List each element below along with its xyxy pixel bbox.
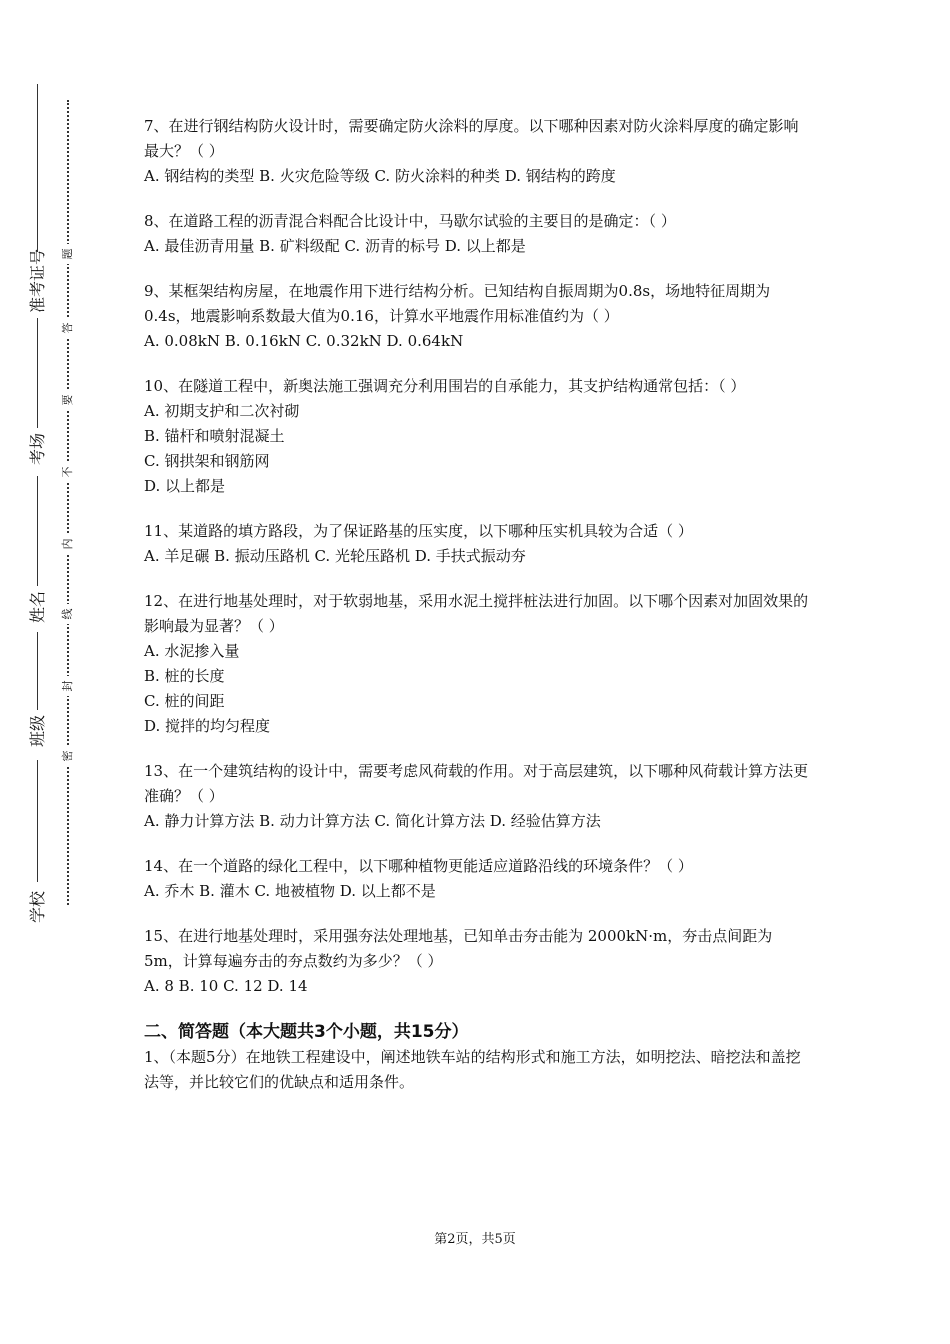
question-12 bbox=[144, 589, 812, 739]
option-d: D. 搅拌的均匀程度 bbox=[144, 717, 271, 735]
short-answer-question-1: 1、（本题5分）在地铁工程建设中，阐述地铁车站的结构形式和施工方法，如明挖法、暗挖法和盖挖法等，并比较它们的优缺点和适用条件。 bbox=[144, 1048, 801, 1091]
question-options: A. 钢结构的类型 B. 火灾危险等级 C. 防火涂料的种类 D. 钢结构的跨度 bbox=[144, 167, 616, 185]
label-school: 学校 bbox=[28, 891, 47, 924]
option-c: C. 桩的间距 bbox=[144, 692, 225, 710]
question-11 bbox=[144, 519, 812, 569]
option-d: D. 以上都是 bbox=[144, 477, 226, 495]
option-a: A. 初期支护和二次衬砌 bbox=[144, 402, 300, 420]
question-options: A. 最佳沥青用量 B. 矿料级配 C. 沥青的标号 D. 以上都是 bbox=[144, 237, 526, 255]
question-14 bbox=[144, 854, 812, 904]
seal-char: 答 bbox=[58, 318, 78, 338]
label-name: 姓名 bbox=[28, 591, 47, 624]
option-b: B. 桩的长度 bbox=[144, 667, 225, 685]
seal-char: 要 bbox=[58, 390, 78, 410]
seal-char: 线 bbox=[58, 604, 78, 624]
label-exam-number: 准考证号 bbox=[28, 248, 47, 313]
question-7 bbox=[144, 114, 812, 189]
question-options: A. 0.08kN B. 0.16kN C. 0.32kN D. 0.64kN bbox=[144, 332, 464, 350]
question-8 bbox=[144, 209, 812, 259]
label-class: 班级 bbox=[28, 715, 47, 748]
option-b: B. 锚杆和喷射混凝土 bbox=[144, 427, 285, 445]
label-exam-room: 考场 bbox=[28, 433, 47, 466]
seal-dotted-line bbox=[67, 100, 69, 905]
binding-margin bbox=[0, 0, 74, 1344]
binding-line bbox=[37, 476, 38, 586]
binding-line bbox=[37, 318, 38, 428]
question-text: 12、在进行地基处理时，对于软弱地基，采用水泥土搅拌桩法进行加固。以下哪个因素对加固效果的影响最为显著？（ ） bbox=[144, 592, 809, 635]
page-footer: 第2页，共5页 bbox=[434, 1232, 516, 1247]
question-15 bbox=[144, 924, 812, 999]
section-short-answer bbox=[144, 1019, 812, 1095]
question-options: A. 乔木 B. 灌木 C. 地被植物 D. 以上都不是 bbox=[144, 882, 436, 900]
binding-line bbox=[37, 760, 38, 882]
question-13 bbox=[144, 759, 812, 834]
question-text: 13、在一个建筑结构的设计中，需要考虑风荷载的作用。对于高层建筑，以下哪种风荷载计算方法更准确？（ ） bbox=[144, 762, 809, 805]
seal-char: 封 bbox=[58, 676, 78, 696]
question-options: A. 羊足碾 B. 振动压路机 C. 光轮压路机 D. 手扶式振动夯 bbox=[144, 547, 526, 565]
question-text: 11、某道路的填方路段，为了保证路基的压实度，以下哪种压实机具较为合适（ ） bbox=[144, 522, 693, 540]
question-10 bbox=[144, 374, 812, 499]
option-c: C. 钢拱架和钢筋网 bbox=[144, 452, 270, 470]
exam-content bbox=[144, 114, 812, 1095]
question-text: 14、在一个道路的绿化工程中，以下哪种植物更能适应道路沿线的环境条件？（ ） bbox=[144, 857, 693, 875]
seal-char: 密 bbox=[58, 746, 78, 766]
seal-char: 内 bbox=[58, 534, 78, 554]
question-text: 9、某框架结构房屋，在地震作用下进行结构分析。已知结构自振周期为0.8s，场地特征周期为0.4s，地震影响系数最大值为0.16，计算水平地震作用标准值约为（ ） bbox=[144, 282, 771, 325]
question-text: 15、在进行地基处理时，采用强夯法处理地基，已知单击夯击能为 2000kN·m，夯击点间距为 5m，计算每遍夯击的夯点数约为多少？（ ） bbox=[144, 927, 773, 970]
section-title: 二、简答题（本大题共3个小题，共15分） bbox=[144, 1022, 469, 1042]
question-9 bbox=[144, 279, 812, 354]
question-text: 10、在隧道工程中，新奥法施工强调充分利用围岩的自承能力，其支护结构通常包括：（ ） bbox=[144, 377, 746, 395]
option-a: A. 水泥掺入量 bbox=[144, 642, 240, 660]
seal-char: 题 bbox=[58, 244, 78, 264]
question-options: A. 8 B. 10 C. 12 D. 14 bbox=[144, 977, 308, 995]
question-text: 8、在道路工程的沥青混合料配合比设计中，马歇尔试验的主要目的是确定：（ ） bbox=[144, 212, 676, 230]
seal-char: 不 bbox=[58, 462, 78, 482]
question-options: A. 静力计算方法 B. 动力计算方法 C. 简化计算方法 D. 经验估算方法 bbox=[144, 812, 601, 830]
binding-line bbox=[37, 632, 38, 710]
binding-line bbox=[37, 84, 38, 252]
question-text: 7、在进行钢结构防火设计时，需要确定防火涂料的厚度。以下哪种因素对防火涂料厚度的确定影响最大？（ ） bbox=[144, 117, 799, 160]
